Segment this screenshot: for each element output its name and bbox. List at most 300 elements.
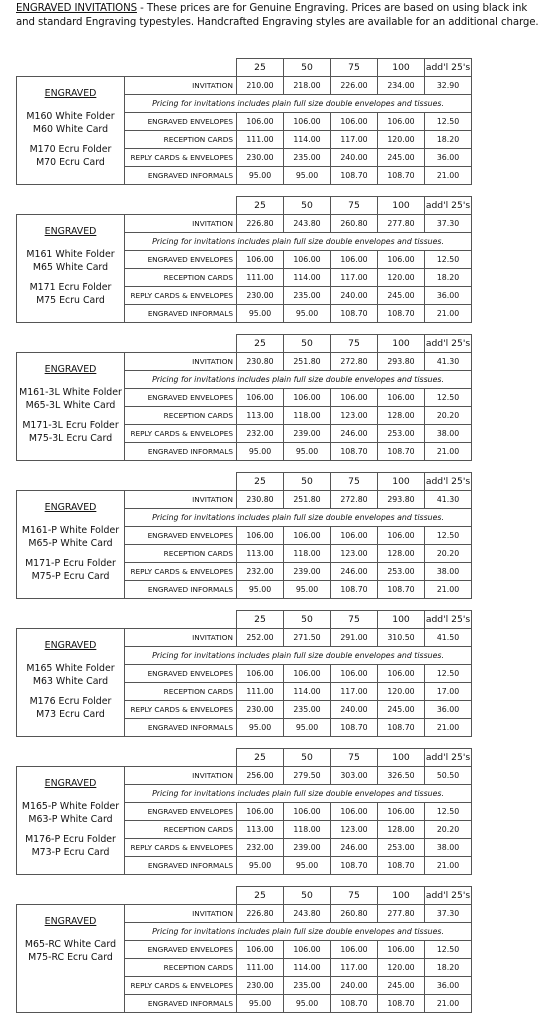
row-label: RECEPTION CARDS — [125, 959, 237, 977]
price-cell: 251.80 — [284, 353, 331, 371]
quantity-header: 25 — [237, 59, 284, 77]
row-label: ENGRAVED ENVELOPES — [125, 251, 237, 269]
price-cell: 18.20 — [425, 959, 472, 977]
quantity-header: add'l 25's — [425, 611, 472, 629]
price-cell: 310.50 — [378, 629, 425, 647]
price-cell: 226.00 — [331, 77, 378, 95]
price-table — [16, 748, 472, 875]
price-cell: 106.00 — [237, 389, 284, 407]
price-cell: 36.00 — [425, 701, 472, 719]
product-name: M171 Ecru Folder — [29, 282, 112, 293]
price-cell: 95.00 — [284, 167, 331, 185]
price-cell: 106.00 — [237, 941, 284, 959]
row-label: REPLY CARDS & ENVELOPES — [125, 563, 237, 581]
price-cell: 20.20 — [425, 545, 472, 563]
quantity-header: 25 — [237, 611, 284, 629]
price-cell: 106.00 — [237, 113, 284, 131]
price-block — [16, 472, 471, 599]
price-cell: 21.00 — [425, 443, 472, 461]
quantity-header: 50 — [284, 59, 331, 77]
price-cell: 226.80 — [237, 215, 284, 233]
product-name: M75-RC Ecru Card — [28, 952, 113, 963]
product-name: M75-P Ecru Card — [31, 571, 110, 582]
price-cell: 272.80 — [331, 491, 378, 509]
price-cell: 230.80 — [237, 353, 284, 371]
price-cell: 226.80 — [237, 905, 284, 923]
product-name: M165 White Folder — [26, 663, 115, 674]
price-cell: 111.00 — [237, 959, 284, 977]
price-cell: 41.50 — [425, 629, 472, 647]
invitation-row — [17, 905, 472, 923]
price-cell: 120.00 — [378, 959, 425, 977]
product-name: M65 White Card — [32, 262, 109, 273]
price-cell: 108.70 — [331, 581, 378, 599]
price-block — [16, 886, 471, 1013]
row-label: RECEPTION CARDS — [125, 683, 237, 701]
engraved-heading: ENGRAVED — [44, 88, 97, 99]
quantity-header: 75 — [331, 887, 378, 905]
row-label: ENGRAVED INFORMALS — [125, 581, 237, 599]
price-cell: 95.00 — [237, 857, 284, 875]
price-cell: 245.00 — [378, 701, 425, 719]
price-cell: 114.00 — [284, 959, 331, 977]
price-cell: 108.70 — [378, 167, 425, 185]
price-cell: 218.00 — [284, 77, 331, 95]
price-cell: 38.00 — [425, 425, 472, 443]
price-cell: 117.00 — [331, 683, 378, 701]
engraved-heading: ENGRAVED — [44, 502, 97, 513]
price-cell: 95.00 — [237, 305, 284, 323]
price-cell: 106.00 — [284, 941, 331, 959]
price-cell: 230.00 — [237, 287, 284, 305]
product-name: M165-P White Folder — [21, 801, 120, 812]
price-cell: 113.00 — [237, 407, 284, 425]
product-group — [17, 800, 124, 826]
price-cell: 106.00 — [378, 251, 425, 269]
price-cell: 95.00 — [237, 719, 284, 737]
price-cell: 326.50 — [378, 767, 425, 785]
price-cell: 123.00 — [331, 407, 378, 425]
price-cell: 106.00 — [331, 251, 378, 269]
price-cell: 95.00 — [284, 581, 331, 599]
price-cell: 106.00 — [378, 527, 425, 545]
product-name: M65-P White Card — [28, 538, 113, 549]
invitation-row — [17, 767, 472, 785]
price-cell: 95.00 — [237, 995, 284, 1013]
price-cell: 277.80 — [378, 905, 425, 923]
price-cell: 239.00 — [284, 839, 331, 857]
product-group — [17, 143, 124, 169]
price-cell: 36.00 — [425, 977, 472, 995]
row-label: ENGRAVED ENVELOPES — [125, 389, 237, 407]
product-group — [17, 386, 124, 412]
row-label: ENGRAVED INFORMALS — [125, 995, 237, 1013]
price-block — [16, 334, 471, 461]
product-group — [17, 662, 124, 688]
price-cell: 21.00 — [425, 719, 472, 737]
quantity-header: 100 — [378, 887, 425, 905]
price-cell: 240.00 — [331, 287, 378, 305]
price-table — [16, 196, 472, 323]
price-cell: 251.80 — [284, 491, 331, 509]
price-cell: 253.00 — [378, 563, 425, 581]
product-group — [17, 281, 124, 307]
price-cell: 230.80 — [237, 491, 284, 509]
row-label: REPLY CARDS & ENVELOPES — [125, 977, 237, 995]
price-cell: 235.00 — [284, 287, 331, 305]
product-name: M176-P Ecru Folder — [25, 834, 116, 845]
price-cell: 21.00 — [425, 995, 472, 1013]
price-cell: 21.00 — [425, 305, 472, 323]
price-cell: 106.00 — [331, 665, 378, 683]
product-group — [17, 695, 124, 721]
price-cell: 106.00 — [378, 113, 425, 131]
row-label: RECEPTION CARDS — [125, 821, 237, 839]
price-cell: 95.00 — [284, 305, 331, 323]
price-block — [16, 196, 471, 323]
blank-cell — [17, 611, 237, 629]
price-cell: 210.00 — [237, 77, 284, 95]
price-cell: 106.00 — [237, 665, 284, 683]
blank-cell — [17, 59, 237, 77]
row-label: RECEPTION CARDS — [125, 545, 237, 563]
price-cell: 12.50 — [425, 113, 472, 131]
price-cell: 41.30 — [425, 491, 472, 509]
price-cell: 114.00 — [284, 131, 331, 149]
price-cell: 277.80 — [378, 215, 425, 233]
price-cell: 120.00 — [378, 269, 425, 287]
price-cell: 235.00 — [284, 701, 331, 719]
row-label: RECEPTION CARDS — [125, 407, 237, 425]
price-cell: 12.50 — [425, 803, 472, 821]
pricing-note: Pricing for invitations includes plain full size double envelopes and tissues. — [125, 785, 472, 803]
row-label: INVITATION — [125, 767, 237, 785]
product-group — [17, 938, 124, 964]
row-label: REPLY CARDS & ENVELOPES — [125, 287, 237, 305]
price-cell: 245.00 — [378, 977, 425, 995]
price-block — [16, 748, 471, 875]
blank-cell — [17, 749, 237, 767]
price-cell: 21.00 — [425, 167, 472, 185]
price-cell: 111.00 — [237, 131, 284, 149]
price-cell: 12.50 — [425, 389, 472, 407]
row-label: REPLY CARDS & ENVELOPES — [125, 149, 237, 167]
quantity-header: 75 — [331, 473, 378, 491]
quantity-header: 100 — [378, 59, 425, 77]
price-cell: 106.00 — [284, 803, 331, 821]
price-cell: 232.00 — [237, 425, 284, 443]
product-cell — [17, 353, 125, 461]
product-name: M161-P White Folder — [21, 525, 120, 536]
price-table — [16, 886, 472, 1013]
price-cell: 18.20 — [425, 269, 472, 287]
blank-cell — [17, 197, 237, 215]
price-cell: 95.00 — [284, 857, 331, 875]
quantity-header: 50 — [284, 197, 331, 215]
price-cell: 303.00 — [331, 767, 378, 785]
blank-cell — [17, 335, 237, 353]
product-name: M60 White Card — [32, 124, 109, 135]
price-cell: 271.50 — [284, 629, 331, 647]
price-cell: 128.00 — [378, 821, 425, 839]
price-cell: 235.00 — [284, 977, 331, 995]
price-cell: 117.00 — [331, 269, 378, 287]
row-label: ENGRAVED ENVELOPES — [125, 665, 237, 683]
product-name: M171-3L Ecru Folder — [22, 420, 119, 431]
row-label: REPLY CARDS & ENVELOPES — [125, 839, 237, 857]
header-row — [17, 335, 472, 353]
price-cell: 37.30 — [425, 905, 472, 923]
product-name: M75 Ecru Card — [36, 295, 105, 306]
quantity-header: 100 — [378, 749, 425, 767]
price-cell: 106.00 — [237, 803, 284, 821]
product-cell — [17, 77, 125, 185]
row-label: INVITATION — [125, 353, 237, 371]
price-table — [16, 610, 472, 737]
header-row — [17, 59, 472, 77]
price-cell: 239.00 — [284, 563, 331, 581]
price-cell: 106.00 — [331, 527, 378, 545]
quantity-header: 25 — [237, 749, 284, 767]
price-cell: 239.00 — [284, 425, 331, 443]
price-cell: 260.80 — [331, 215, 378, 233]
quantity-header: 50 — [284, 611, 331, 629]
price-cell: 113.00 — [237, 821, 284, 839]
quantity-header: add'l 25's — [425, 887, 472, 905]
pricing-note: Pricing for invitations includes plain full size double envelopes and tissues. — [125, 95, 472, 113]
row-label: REPLY CARDS & ENVELOPES — [125, 701, 237, 719]
price-cell: 95.00 — [237, 167, 284, 185]
row-label: ENGRAVED ENVELOPES — [125, 803, 237, 821]
product-name: M161 White Folder — [26, 249, 115, 260]
price-cell: 95.00 — [284, 719, 331, 737]
price-cell: 106.00 — [331, 389, 378, 407]
price-cell: 128.00 — [378, 407, 425, 425]
price-cell: 37.30 — [425, 215, 472, 233]
row-label: INVITATION — [125, 215, 237, 233]
price-cell: 36.00 — [425, 149, 472, 167]
quantity-header: 100 — [378, 335, 425, 353]
price-table — [16, 334, 472, 461]
price-cell: 234.00 — [378, 77, 425, 95]
price-cell: 106.00 — [378, 803, 425, 821]
price-cell: 272.80 — [331, 353, 378, 371]
price-cell: 12.50 — [425, 527, 472, 545]
price-cell: 108.70 — [331, 857, 378, 875]
pricing-note: Pricing for invitations includes plain full size double envelopes and tissues. — [125, 233, 472, 251]
price-cell: 240.00 — [331, 701, 378, 719]
price-cell: 128.00 — [378, 545, 425, 563]
price-cell: 291.00 — [331, 629, 378, 647]
price-cell: 12.50 — [425, 941, 472, 959]
engraved-heading: ENGRAVED — [44, 778, 97, 789]
row-label: INVITATION — [125, 629, 237, 647]
quantity-header: 25 — [237, 197, 284, 215]
price-cell: 120.00 — [378, 131, 425, 149]
invitation-row — [17, 629, 472, 647]
price-cell: 253.00 — [378, 425, 425, 443]
header-row — [17, 473, 472, 491]
price-cell: 108.70 — [378, 995, 425, 1013]
invitation-row — [17, 215, 472, 233]
quantity-header: 25 — [237, 335, 284, 353]
pricing-note: Pricing for invitations includes plain full size double envelopes and tissues. — [125, 371, 472, 389]
price-cell: 230.00 — [237, 977, 284, 995]
row-label: ENGRAVED ENVELOPES — [125, 941, 237, 959]
price-cell: 111.00 — [237, 269, 284, 287]
invitation-row — [17, 353, 472, 371]
row-label: ENGRAVED INFORMALS — [125, 719, 237, 737]
price-cell: 246.00 — [331, 425, 378, 443]
price-cell: 50.50 — [425, 767, 472, 785]
quantity-header: add'l 25's — [425, 335, 472, 353]
price-cell: 120.00 — [378, 683, 425, 701]
product-group — [17, 833, 124, 859]
row-label: ENGRAVED ENVELOPES — [125, 113, 237, 131]
quantity-header: 50 — [284, 335, 331, 353]
pricing-note: Pricing for invitations includes plain full size double envelopes and tissues. — [125, 923, 472, 941]
product-name: M176 Ecru Folder — [29, 696, 112, 707]
price-cell: 245.00 — [378, 149, 425, 167]
row-label: ENGRAVED INFORMALS — [125, 443, 237, 461]
price-block — [16, 610, 471, 737]
price-cell: 95.00 — [284, 995, 331, 1013]
price-cell: 21.00 — [425, 857, 472, 875]
quantity-header: 50 — [284, 473, 331, 491]
price-cell: 118.00 — [284, 545, 331, 563]
price-table — [16, 58, 472, 185]
engraved-heading: ENGRAVED — [44, 640, 97, 651]
price-cell: 293.80 — [378, 353, 425, 371]
price-cell: 113.00 — [237, 545, 284, 563]
header-row — [17, 749, 472, 767]
product-group — [17, 110, 124, 136]
price-cell: 106.00 — [284, 665, 331, 683]
pricing-note: Pricing for invitations includes plain full size double envelopes and tissues. — [125, 509, 472, 527]
product-group — [17, 557, 124, 583]
price-cell: 246.00 — [331, 839, 378, 857]
price-cell: 106.00 — [378, 665, 425, 683]
product-group — [17, 248, 124, 274]
product-name: M65-3L White Card — [25, 400, 116, 411]
header-row — [17, 611, 472, 629]
price-cell: 243.80 — [284, 905, 331, 923]
price-cell: 18.20 — [425, 131, 472, 149]
price-cell: 108.70 — [331, 443, 378, 461]
price-block — [16, 58, 471, 185]
blank-cell — [17, 473, 237, 491]
blank-cell — [17, 887, 237, 905]
header-row — [17, 887, 472, 905]
price-cell: 106.00 — [331, 803, 378, 821]
product-name: M73 Ecru Card — [36, 709, 105, 720]
price-cell: 106.00 — [378, 941, 425, 959]
row-label: ENGRAVED INFORMALS — [125, 167, 237, 185]
price-cell: 279.50 — [284, 767, 331, 785]
price-cell: 230.00 — [237, 701, 284, 719]
quantity-header: add'l 25's — [425, 749, 472, 767]
product-name: M65-RC White Card — [24, 939, 117, 950]
intro-paragraph — [16, 2, 546, 30]
price-cell: 106.00 — [331, 113, 378, 131]
product-name: M70 Ecru Card — [36, 157, 105, 168]
product-name: M75-3L Ecru Card — [28, 433, 113, 444]
quantity-header: 25 — [237, 473, 284, 491]
quantity-header: 75 — [331, 611, 378, 629]
invitation-row — [17, 491, 472, 509]
price-cell: 118.00 — [284, 821, 331, 839]
row-label: INVITATION — [125, 905, 237, 923]
price-cell: 240.00 — [331, 149, 378, 167]
price-cell: 106.00 — [284, 251, 331, 269]
product-group — [17, 524, 124, 550]
row-label: RECEPTION CARDS — [125, 131, 237, 149]
price-cell: 12.50 — [425, 665, 472, 683]
price-cell: 17.00 — [425, 683, 472, 701]
price-cell: 106.00 — [378, 389, 425, 407]
row-label: ENGRAVED INFORMALS — [125, 857, 237, 875]
price-cell: 36.00 — [425, 287, 472, 305]
price-cell: 106.00 — [284, 389, 331, 407]
row-label: RECEPTION CARDS — [125, 269, 237, 287]
quantity-header: 75 — [331, 335, 378, 353]
price-cell: 240.00 — [331, 977, 378, 995]
price-cell: 108.70 — [331, 305, 378, 323]
price-cell: 106.00 — [284, 527, 331, 545]
price-cell: 95.00 — [237, 581, 284, 599]
product-cell — [17, 905, 125, 1013]
quantity-header: 50 — [284, 749, 331, 767]
price-cell: 123.00 — [331, 545, 378, 563]
quantity-header: 75 — [331, 59, 378, 77]
product-cell — [17, 767, 125, 875]
price-cell: 108.70 — [378, 857, 425, 875]
price-cell: 232.00 — [237, 563, 284, 581]
product-cell — [17, 491, 125, 599]
price-cell: 106.00 — [331, 941, 378, 959]
product-name: M160 White Folder — [26, 111, 115, 122]
engraved-heading: ENGRAVED — [44, 916, 97, 927]
row-label: INVITATION — [125, 491, 237, 509]
product-group — [17, 419, 124, 445]
quantity-header: 100 — [378, 611, 425, 629]
quantity-header: 75 — [331, 197, 378, 215]
price-cell: 117.00 — [331, 959, 378, 977]
quantity-header: 75 — [331, 749, 378, 767]
product-cell — [17, 629, 125, 737]
quantity-header: 100 — [378, 473, 425, 491]
price-cell: 111.00 — [237, 683, 284, 701]
row-label: INVITATION — [125, 77, 237, 95]
price-cell: 260.80 — [331, 905, 378, 923]
price-cell: 38.00 — [425, 839, 472, 857]
price-cell: 95.00 — [237, 443, 284, 461]
price-cell: 108.70 — [378, 305, 425, 323]
product-cell — [17, 215, 125, 323]
price-cell: 114.00 — [284, 269, 331, 287]
price-cell: 108.70 — [331, 167, 378, 185]
row-label: ENGRAVED ENVELOPES — [125, 527, 237, 545]
price-table — [16, 472, 472, 599]
row-label: REPLY CARDS & ENVELOPES — [125, 425, 237, 443]
invitation-row — [17, 77, 472, 95]
price-cell: 32.90 — [425, 77, 472, 95]
product-name: M73-P Ecru Card — [31, 847, 110, 858]
price-cell: 252.00 — [237, 629, 284, 647]
quantity-header: 25 — [237, 887, 284, 905]
product-name: M63-P White Card — [28, 814, 113, 825]
price-cell: 253.00 — [378, 839, 425, 857]
